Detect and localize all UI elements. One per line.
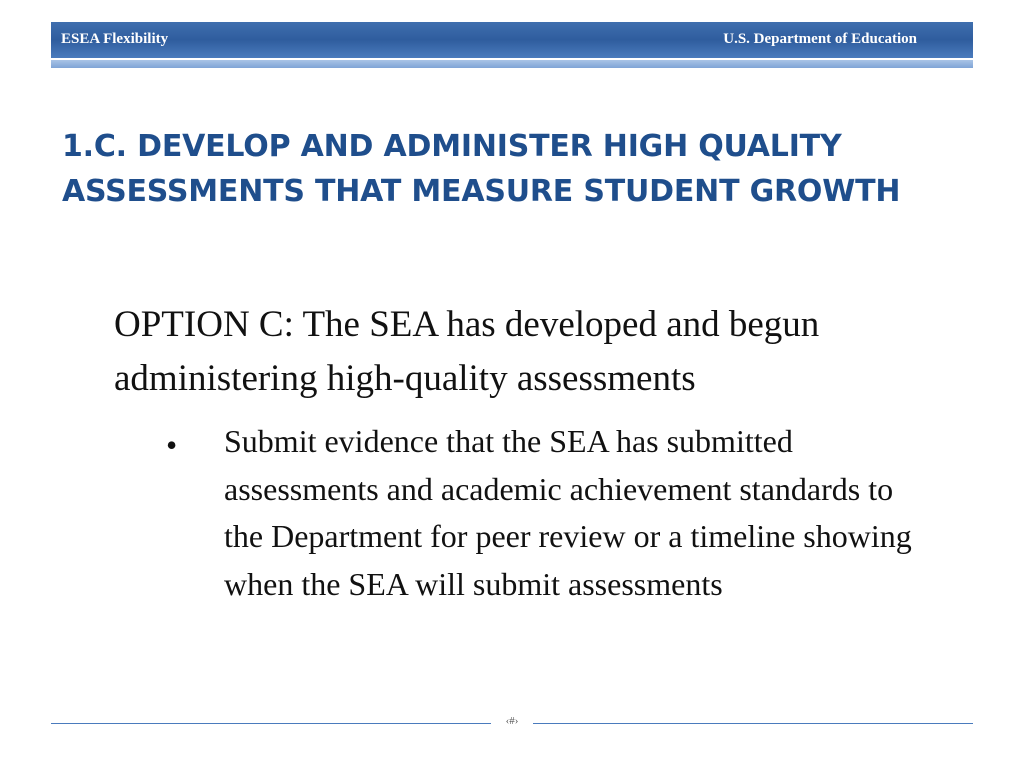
- header-department-label: U.S. Department of Education: [723, 31, 917, 47]
- header-bar: [51, 22, 973, 58]
- bullet-icon: •: [166, 427, 178, 463]
- footer-divider-right: [533, 723, 973, 724]
- footer-divider-left: [51, 723, 491, 724]
- slide-title: 1.C. DEVELOP AND ADMINISTER HIGH QUALITY ASSESSMENTS THAT MEASURE STUDENT GROWTH: [62, 129, 901, 209]
- page-number: ‹#›: [505, 715, 519, 727]
- header-stripe: [51, 60, 973, 68]
- header-program-label: ESEA Flexibility: [61, 31, 169, 47]
- option-text: OPTION C: The SEA has developed and begun administering high-quality assessments: [114, 304, 820, 399]
- bullet-item: Submit evidence that the SEA has submitted assessments and academic achievement standards to the Department for peer review or a timeline showing when the SEA will submit assessments: [224, 423, 912, 602]
